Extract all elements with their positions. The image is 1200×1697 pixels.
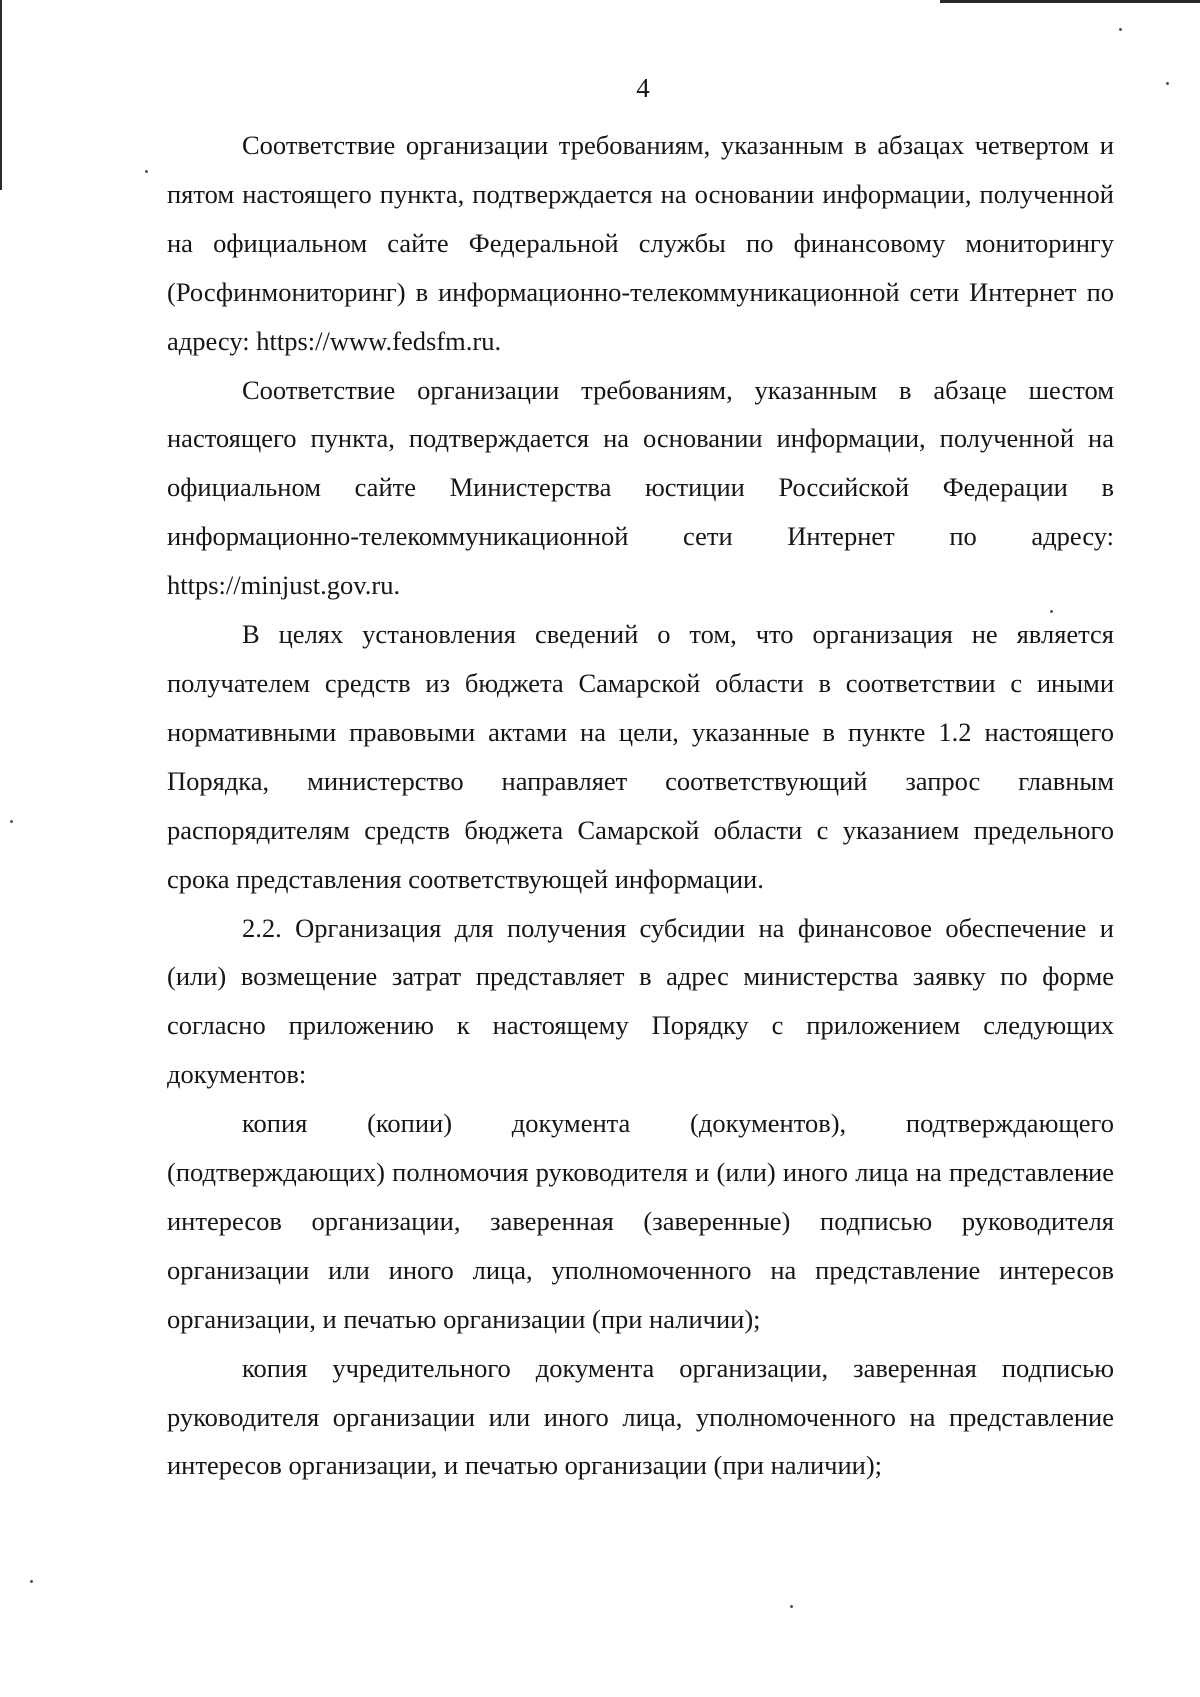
paragraph-budget-recipient-inquiry: В целях установления сведений о том, что организация не является получателем средств из бюджета Самарской области в соответствии с иными нормативными правовыми актами на цели, указанные в пункте 1.2 настоящего Порядка, министерство направляет соответствующий запрос главным распорядителям средств бюджета Самарской области с указанием предельного срока представления соответствующей информации. <box>167 619 1114 894</box>
scan-speck <box>10 820 13 823</box>
paragraph-authority-document-copy: копия (копии) документа (документов), подтверждающего (подтверждающих) полномочия руководителя и (или) иного лица на представление интересов организации, заверенная (заверенные) подписью руководителя организации или иного лица, уполномоченного на представление интересов организации, и печатью организации (при наличии); <box>167 1108 1114 1334</box>
page-number: 4 <box>636 73 650 103</box>
scan-speck <box>145 170 148 173</box>
paragraph-founding-document-copy: копия учредительного документа организации, заверенная подписью руководителя организации или иного лица, уполномоченного на представление интересов организации, и печатью организации (при наличии); <box>167 1352 1114 1481</box>
scan-speck <box>1119 28 1122 31</box>
paragraph-minjust-check: Соответствие организации требованиям, указанным в абзаце шестом настоящего пункта, подтверждается на основании информации, полученной на официальном сайте Министерства юстиции Российской Федерации в информационно-телекоммуникационной сети Интернет по адресу: https://minjust.gov.ru. <box>167 374 1114 601</box>
scan-edge-left <box>0 0 2 190</box>
scan-edge-top <box>940 0 1200 3</box>
paragraph-2-2-application: 2.2. Организация для получения субсидии на финансовое обеспечение и (или) возмещение затрат представляет в адрес министерства заявку по форме согласно приложению к настоящему Порядку с приложением следующих документов: <box>167 912 1114 1090</box>
scan-speck <box>790 1605 793 1608</box>
document-body <box>167 121 1114 1490</box>
paragraph-rosfinmonitoring-check: Соответствие организации требованиям, указанным в абзацах четвертом и пятом настоящего пункта, подтверждается на основании информации, полученной на официальном сайте Федеральной службы по финансовому мониторингу (Росфинмониторинг) в информационно-телекоммуникационной сети Интернет по адресу: https://www.fedsfm.ru. <box>167 130 1114 356</box>
scan-speck <box>30 1580 33 1583</box>
